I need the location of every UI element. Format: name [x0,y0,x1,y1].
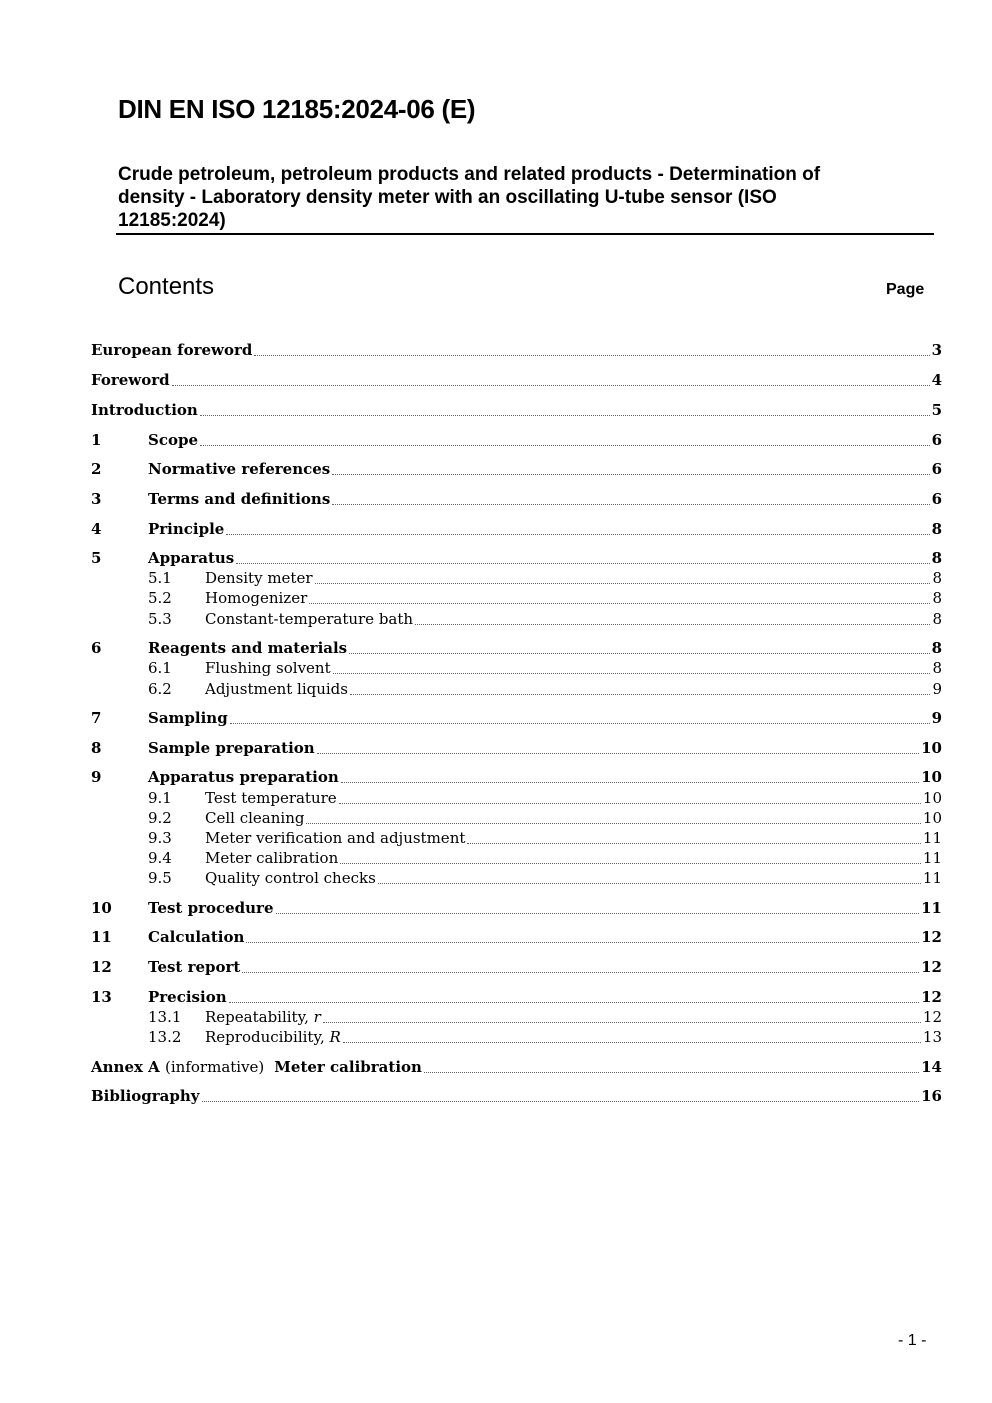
toc-number: 5 [91,549,102,567]
toc-number: 6.2 [148,680,172,698]
toc-label: Sampling [148,709,228,727]
toc-number: 13.1 [148,1008,182,1026]
toc-page-number: 8 [932,589,942,607]
toc-label: Apparatus preparation [148,768,339,786]
toc-page-number: 13 [922,1028,942,1046]
toc-page-number: 10 [921,768,942,786]
toc-number: 9.3 [148,829,172,847]
toc-label: Test temperature [205,789,337,807]
toc-entry-reagents-and-materials[interactable] [91,636,942,658]
toc-entry-annex-a[interactable] [91,1055,942,1077]
toc-label: Density meter [205,569,313,587]
toc-entry-meter-verification-and-adjustment[interactable] [148,826,942,848]
toc-entry-apparatus[interactable] [91,546,942,568]
toc-label-text: Repeatability, [205,1008,314,1026]
dot-leader [332,474,929,475]
toc-page-number: 6 [931,490,942,508]
toc-number: 7 [91,709,102,727]
document-title: Crude petroleum, petroleum products and related products - Determination of density - Laboratory density meter with an oscillating U-tube sensor (ISO 12185:2024) [118,164,821,231]
dot-leader [341,782,919,783]
toc-entry-reproducibility[interactable] [148,1025,942,1047]
toc-page-number: 8 [931,549,942,567]
dot-leader [415,624,930,625]
toc-page-number: 10 [922,809,942,827]
toc-entry-homogenizer[interactable] [148,586,942,608]
toc-page-number: 3 [931,341,942,359]
toc-label: Homogenizer [205,589,308,607]
dot-leader [333,673,931,674]
toc-number: 13 [91,988,112,1006]
toc-label: European foreword [91,341,253,359]
toc-page-number: 8 [932,659,942,677]
toc-number: 1 [91,431,102,449]
toc-page-number: 12 [922,1008,942,1026]
document-id: DIN EN ISO 12185:2024-06 (E) [118,94,476,124]
toc-entry-adjustment-liquids[interactable] [148,677,942,699]
toc-entry-sampling[interactable] [91,706,942,728]
toc-label: Apparatus [148,549,235,567]
toc-number: 11 [91,928,112,946]
toc-label: Principle [148,520,225,538]
toc-entry-sample-preparation[interactable] [91,736,942,758]
toc-label: Test procedure [148,899,274,917]
dot-leader [254,355,929,356]
dot-leader [276,913,920,914]
toc-label [91,1057,422,1077]
dot-leader [317,753,919,754]
page-column-label: Page [886,281,925,298]
dot-leader [306,823,920,824]
dot-leader [246,942,919,943]
toc-label: Introduction [91,401,198,419]
toc-number: 5.2 [148,589,172,607]
toc-page-number: 8 [931,639,942,657]
toc-number: 8 [91,739,102,757]
toc-label: Adjustment liquids [205,680,348,698]
toc-number: 9 [91,768,102,786]
dot-leader [202,1101,920,1102]
toc-page-number: 12 [921,988,942,1006]
toc-page-number: 8 [932,610,942,628]
dot-leader [172,385,930,386]
toc-page-number: 11 [922,849,942,867]
dot-leader [226,534,929,535]
toc-label: Terms and definitions [148,490,331,508]
toc-label [205,1027,341,1047]
dot-leader [323,1022,921,1023]
toc-number: 9.1 [148,789,172,807]
toc-entry-repeatability[interactable] [148,1005,942,1027]
toc-label: Sample preparation [148,739,315,757]
toc-label-text: Reproducibility, [205,1028,330,1046]
toc-label: Bibliography [91,1087,200,1105]
toc-label: Constant-temperature bath [205,610,414,628]
toc-number: 2 [91,460,102,478]
toc-number: 10 [91,899,112,917]
toc-label: Calculation [148,928,245,946]
dot-leader [349,653,929,654]
toc-entry-test-temperature[interactable] [148,786,942,808]
toc-page-number: 12 [921,928,942,946]
dot-leader [332,504,929,505]
toc-entry-meter-calibration[interactable] [148,846,942,868]
toc-entry-quality-control-checks[interactable] [148,866,942,888]
toc-entry-density-meter[interactable] [148,566,942,588]
toc-page-number: 16 [921,1087,942,1105]
toc-page-number: 9 [932,680,942,698]
toc-entry-foreword[interactable] [91,368,942,390]
toc-entry-test-procedure[interactable] [91,896,942,918]
toc-entry-constant-temperature-bath[interactable] [148,607,942,629]
toc-entry-flushing-solvent[interactable] [148,656,942,678]
toc-number: 3 [91,490,102,508]
dot-leader [424,1072,919,1073]
toc-label: Meter calibration [205,849,339,867]
dot-leader [350,694,930,695]
footer-page-number: - 1 - [898,1332,927,1349]
toc-number: 6.1 [148,659,172,677]
dot-leader [378,883,921,884]
toc-page-number: 8 [931,520,942,538]
toc-number: 4 [91,520,102,538]
toc-number: 5.3 [148,610,172,628]
toc-number: 13.2 [148,1028,182,1046]
dot-leader [343,1042,921,1043]
dot-leader [236,563,929,564]
toc-entry-precision[interactable] [91,985,942,1007]
toc-page-number: 6 [931,431,942,449]
toc-entry-cell-cleaning[interactable] [148,806,942,828]
toc-number: 6 [91,639,102,657]
toc-page-number: 4 [931,371,942,389]
dot-leader [200,445,930,446]
toc-number: 9.5 [148,869,172,887]
toc-page-number: 10 [922,789,942,807]
toc-number: 9.4 [148,849,172,867]
dot-leader [230,723,930,724]
toc-entry-introduction[interactable] [91,398,942,420]
toc-label: Test report [148,958,241,976]
toc-number: 12 [91,958,112,976]
toc-label: Foreword [91,371,170,389]
toc-label: Precision [148,988,227,1006]
toc-label: Quality control checks [205,869,376,887]
toc-entry-european-foreword[interactable] [91,338,942,360]
toc-page-number: 14 [921,1058,942,1076]
toc-label: Meter verification and adjustment [205,829,466,847]
toc-entry-terms-and-definitions[interactable] [91,487,942,509]
dot-leader [467,843,921,844]
toc-page-number: 8 [932,569,942,587]
toc-entry-scope[interactable] [91,428,942,450]
toc-label: Reagents and materials [148,639,348,657]
annex-title: Meter calibration [274,1058,422,1076]
toc-label: Cell cleaning [205,809,305,827]
toc-entry-test-report[interactable] [91,955,942,977]
dot-leader [309,603,930,604]
toc-entry-bibliography[interactable] [91,1084,942,1106]
toc-page-number: 12 [921,958,942,976]
toc-page-number: 10 [921,739,942,757]
toc-label [205,1007,321,1027]
annex-informative: (informative) [165,1058,270,1076]
dot-leader [229,1002,920,1003]
dot-leader [340,863,921,864]
dot-leader [242,972,919,973]
toc-label-symbol: r [313,1008,321,1026]
toc-page-number: 6 [931,460,942,478]
toc-label: Normative references [148,460,331,478]
title-divider [116,233,934,235]
dot-leader [339,803,921,804]
toc-number: 5.1 [148,569,172,587]
toc-entry-principle[interactable] [91,517,942,539]
toc-page-number: 11 [922,829,942,847]
annex-prefix: Annex A [91,1058,166,1076]
contents-heading: Contents [118,273,215,300]
toc-label: Scope [148,431,199,449]
toc-page-number: 11 [922,869,942,887]
dot-leader [315,583,931,584]
toc-label: Flushing solvent [205,659,331,677]
toc-page-number: 11 [921,899,942,917]
toc-entry-calculation[interactable] [91,925,942,947]
toc-page-number: 9 [931,709,942,727]
toc-entry-normative-references[interactable] [91,457,942,479]
toc-label-symbol: R [329,1028,341,1046]
toc-page-number: 5 [931,401,942,419]
toc-number: 9.2 [148,809,172,827]
dot-leader [200,415,930,416]
toc-entry-apparatus-preparation[interactable] [91,765,942,787]
